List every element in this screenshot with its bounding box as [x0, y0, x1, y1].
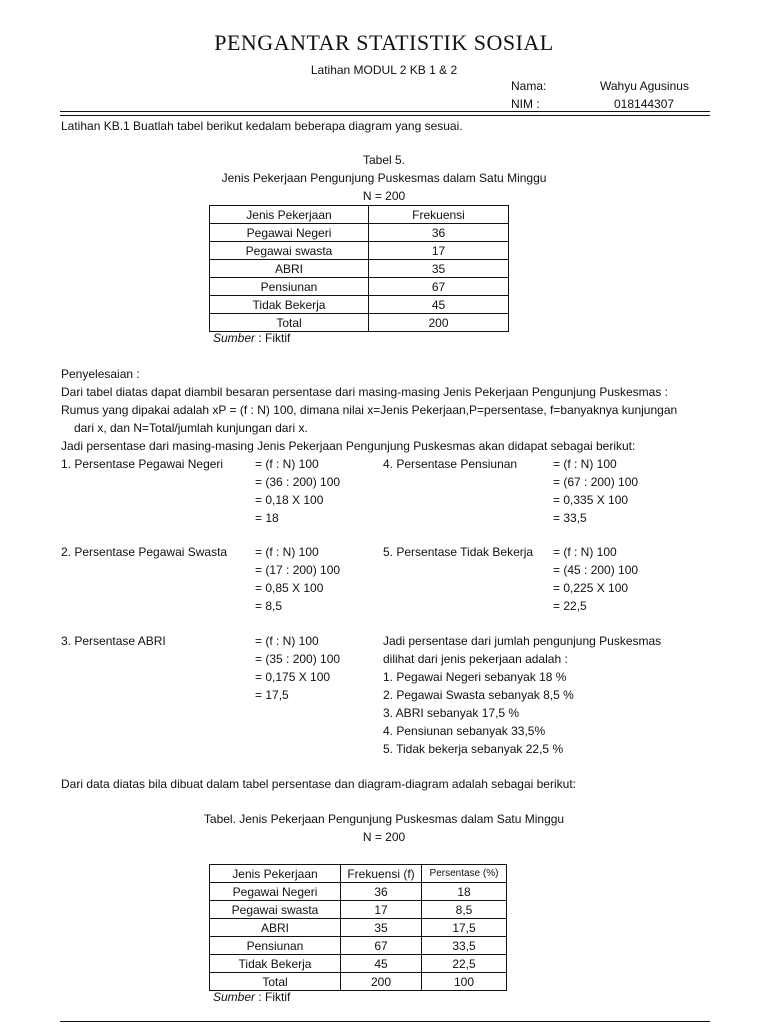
solution-paragraph-1: Dari tabel diatas dapat diambil besaran persentase dari masing-masing Jenis Pekerjaan Pengunjung Puskesmas : [61, 385, 669, 399]
table-row [210, 296, 509, 314]
header-rule-top [60, 111, 710, 112]
table2-header-cell: Jenis Pekerjaan [210, 865, 341, 883]
table-cell: 8,5 [422, 901, 507, 919]
calc-step: = (f : N) 100 [553, 457, 617, 471]
solution-paragraph-3: dari x, dan N=Total/jumlah kunjungan dari x. [74, 421, 308, 435]
table-cell: 45 [341, 955, 422, 973]
nim-label: NIM : [511, 97, 540, 111]
name-label: Nama: [511, 79, 547, 93]
conclusion-text: Dari data diatas bila dibuat dalam tabel persentase dan diagram-diagram adalah sebagai berikut: [61, 777, 576, 791]
calc-step: = 0,175 X 100 [255, 670, 331, 684]
table2-source-label: Sumber [213, 990, 256, 1004]
table-cell: 100 [422, 973, 507, 991]
table-cell: Tidak Bekerja [210, 955, 341, 973]
calc-step: = 33,5 [553, 511, 587, 525]
summary-item: 3. ABRI sebanyak 17,5 % [383, 706, 520, 720]
solution-paragraph-2: Rumus yang dipakai adalah xP = (f : N) 100, dimana nilai x=Jenis Pekerjaan,P=persentase, f=banyaknya kunjungan [61, 403, 678, 417]
table2-source [213, 989, 290, 1005]
table-cell: 17 [369, 242, 509, 260]
table2-caption-2: N = 200 [362, 830, 406, 844]
table-cell: 35 [369, 260, 509, 278]
table-row [210, 937, 507, 955]
table-cell: ABRI [210, 919, 341, 937]
table-cell: 36 [341, 883, 422, 901]
table-row [210, 260, 509, 278]
table1-caption-1: Tabel 5. [362, 153, 406, 167]
table1-header-row [210, 206, 509, 224]
calc-step: = (45 : 200) 100 [553, 563, 639, 577]
table-cell: 36 [369, 224, 509, 242]
calc-step: = (f : N) 100 [255, 457, 319, 471]
header-rule-bottom [60, 115, 710, 116]
table-cell: Pegawai swasta [210, 242, 369, 260]
calc-1-label: 1. Persentase Pegawai Negeri [61, 457, 224, 471]
solution-paragraph-4: Jadi persentase dari masing-masing Jenis Pekerjaan Pengunjung Puskesmas akan didapat sebagai berikut: [61, 439, 636, 453]
table-row [210, 919, 507, 937]
calc-5-label: 5. Persentase Tidak Bekerja [383, 545, 534, 559]
document-subtitle: Latihan MODUL 2 KB 1 & 2 [310, 63, 458, 77]
table1-source-label: Sumber [213, 331, 256, 345]
table-cell: 33,5 [422, 937, 507, 955]
calc-step: = (67 : 200) 100 [553, 475, 639, 489]
table-cell: 17 [341, 901, 422, 919]
calc-step: = (f : N) 100 [255, 634, 319, 648]
calc-step: = (35 : 200) 100 [255, 652, 341, 666]
summary-line-1: Jadi persentase dari jumlah pengunjung Puskesmas [383, 634, 662, 648]
table-cell: 200 [341, 973, 422, 991]
table-cell: Pegawai Negeri [210, 883, 341, 901]
table-cell: 18 [422, 883, 507, 901]
table2-header-cell: Frekuensi (f) [341, 865, 422, 883]
table2-caption-1: Tabel. Jenis Pekerjaan Pengunjung Puskesmas dalam Satu Minggu [203, 812, 565, 826]
nim-value: 018144307 [614, 97, 675, 111]
table-row [210, 901, 507, 919]
table-cell: 67 [369, 278, 509, 296]
solution-heading: Penyelesaian : [61, 367, 140, 381]
name-value: Wahyu Agusinus [600, 79, 689, 93]
table-row [210, 955, 507, 973]
document-title: PENGANTAR STATISTIK SOSIAL [214, 30, 554, 55]
summary-item: 1. Pegawai Negeri sebanyak 18 % [383, 670, 567, 684]
table-cell: Pensiunan [210, 278, 369, 296]
table1-header-cell: Jenis Pekerjaan [210, 206, 369, 224]
calc-step: = 8,5 [255, 599, 283, 613]
intro-text: Latihan KB.1 Buatlah tabel berikut kedalam beberapa diagram yang sesuai. [61, 119, 463, 133]
table-row [210, 224, 509, 242]
calc-3-label: 3. Persentase ABRI [61, 634, 166, 648]
table-cell: 22,5 [422, 955, 507, 973]
calc-step: = 17,5 [255, 688, 289, 702]
table1 [209, 205, 509, 332]
table1-caption-2: Jenis Pekerjaan Pengunjung Puskesmas dalam Satu Minggu [221, 171, 547, 185]
table2-header-cell: Persentase (%) [422, 865, 507, 883]
table-row [210, 278, 509, 296]
table-cell: 200 [369, 314, 509, 332]
table-cell: 45 [369, 296, 509, 314]
table-row [210, 314, 509, 332]
table-cell: ABRI [210, 260, 369, 278]
summary-item: 2. Pegawai Swasta sebanyak 8,5 % [383, 688, 574, 702]
table-cell: Pegawai Negeri [210, 224, 369, 242]
calc-step: = (17 : 200) 100 [255, 563, 341, 577]
calc-step: = 0,18 X 100 [255, 493, 324, 507]
summary-line-2: dilihat dari jenis pekerjaan adalah : [383, 652, 568, 666]
summary-item: 5. Tidak bekerja sebanyak 22,5 % [383, 742, 564, 756]
table1-source-value: : Fiktif [255, 331, 291, 345]
table-cell: Total [210, 973, 341, 991]
table1-caption-3: N = 200 [362, 189, 406, 203]
calc-4-label: 4. Persentase Pensiunan [383, 457, 518, 471]
summary-item: 4. Pensiunan sebanyak 33,5% [383, 724, 546, 738]
calc-step: = 0,85 X 100 [255, 581, 324, 595]
calc-step: = (f : N) 100 [255, 545, 319, 559]
calc-step: = 0,335 X 100 [553, 493, 629, 507]
table2 [209, 864, 507, 991]
table-cell: 17,5 [422, 919, 507, 937]
table2-header-row [210, 865, 507, 883]
calc-step: = (f : N) 100 [553, 545, 617, 559]
table1-source [213, 330, 290, 346]
footer-rule [60, 1021, 710, 1022]
table-row [210, 973, 507, 991]
table-cell: 35 [341, 919, 422, 937]
table-row [210, 242, 509, 260]
calc-2-label: 2. Persentase Pegawai Swasta [61, 545, 228, 559]
table1-header-cell: Frekuensi [369, 206, 509, 224]
table-cell: 67 [341, 937, 422, 955]
calc-step: = 22,5 [553, 599, 587, 613]
table-row [210, 883, 507, 901]
calc-step: = 18 [255, 511, 279, 525]
calc-step: = 0,225 X 100 [553, 581, 629, 595]
table2-source-value: : Fiktif [255, 990, 291, 1004]
table-cell: Tidak Bekerja [210, 296, 369, 314]
table-cell: Total [210, 314, 369, 332]
table-cell: Pegawai swasta [210, 901, 341, 919]
table-cell: Pensiunan [210, 937, 341, 955]
calc-step: = (36 : 200) 100 [255, 475, 341, 489]
